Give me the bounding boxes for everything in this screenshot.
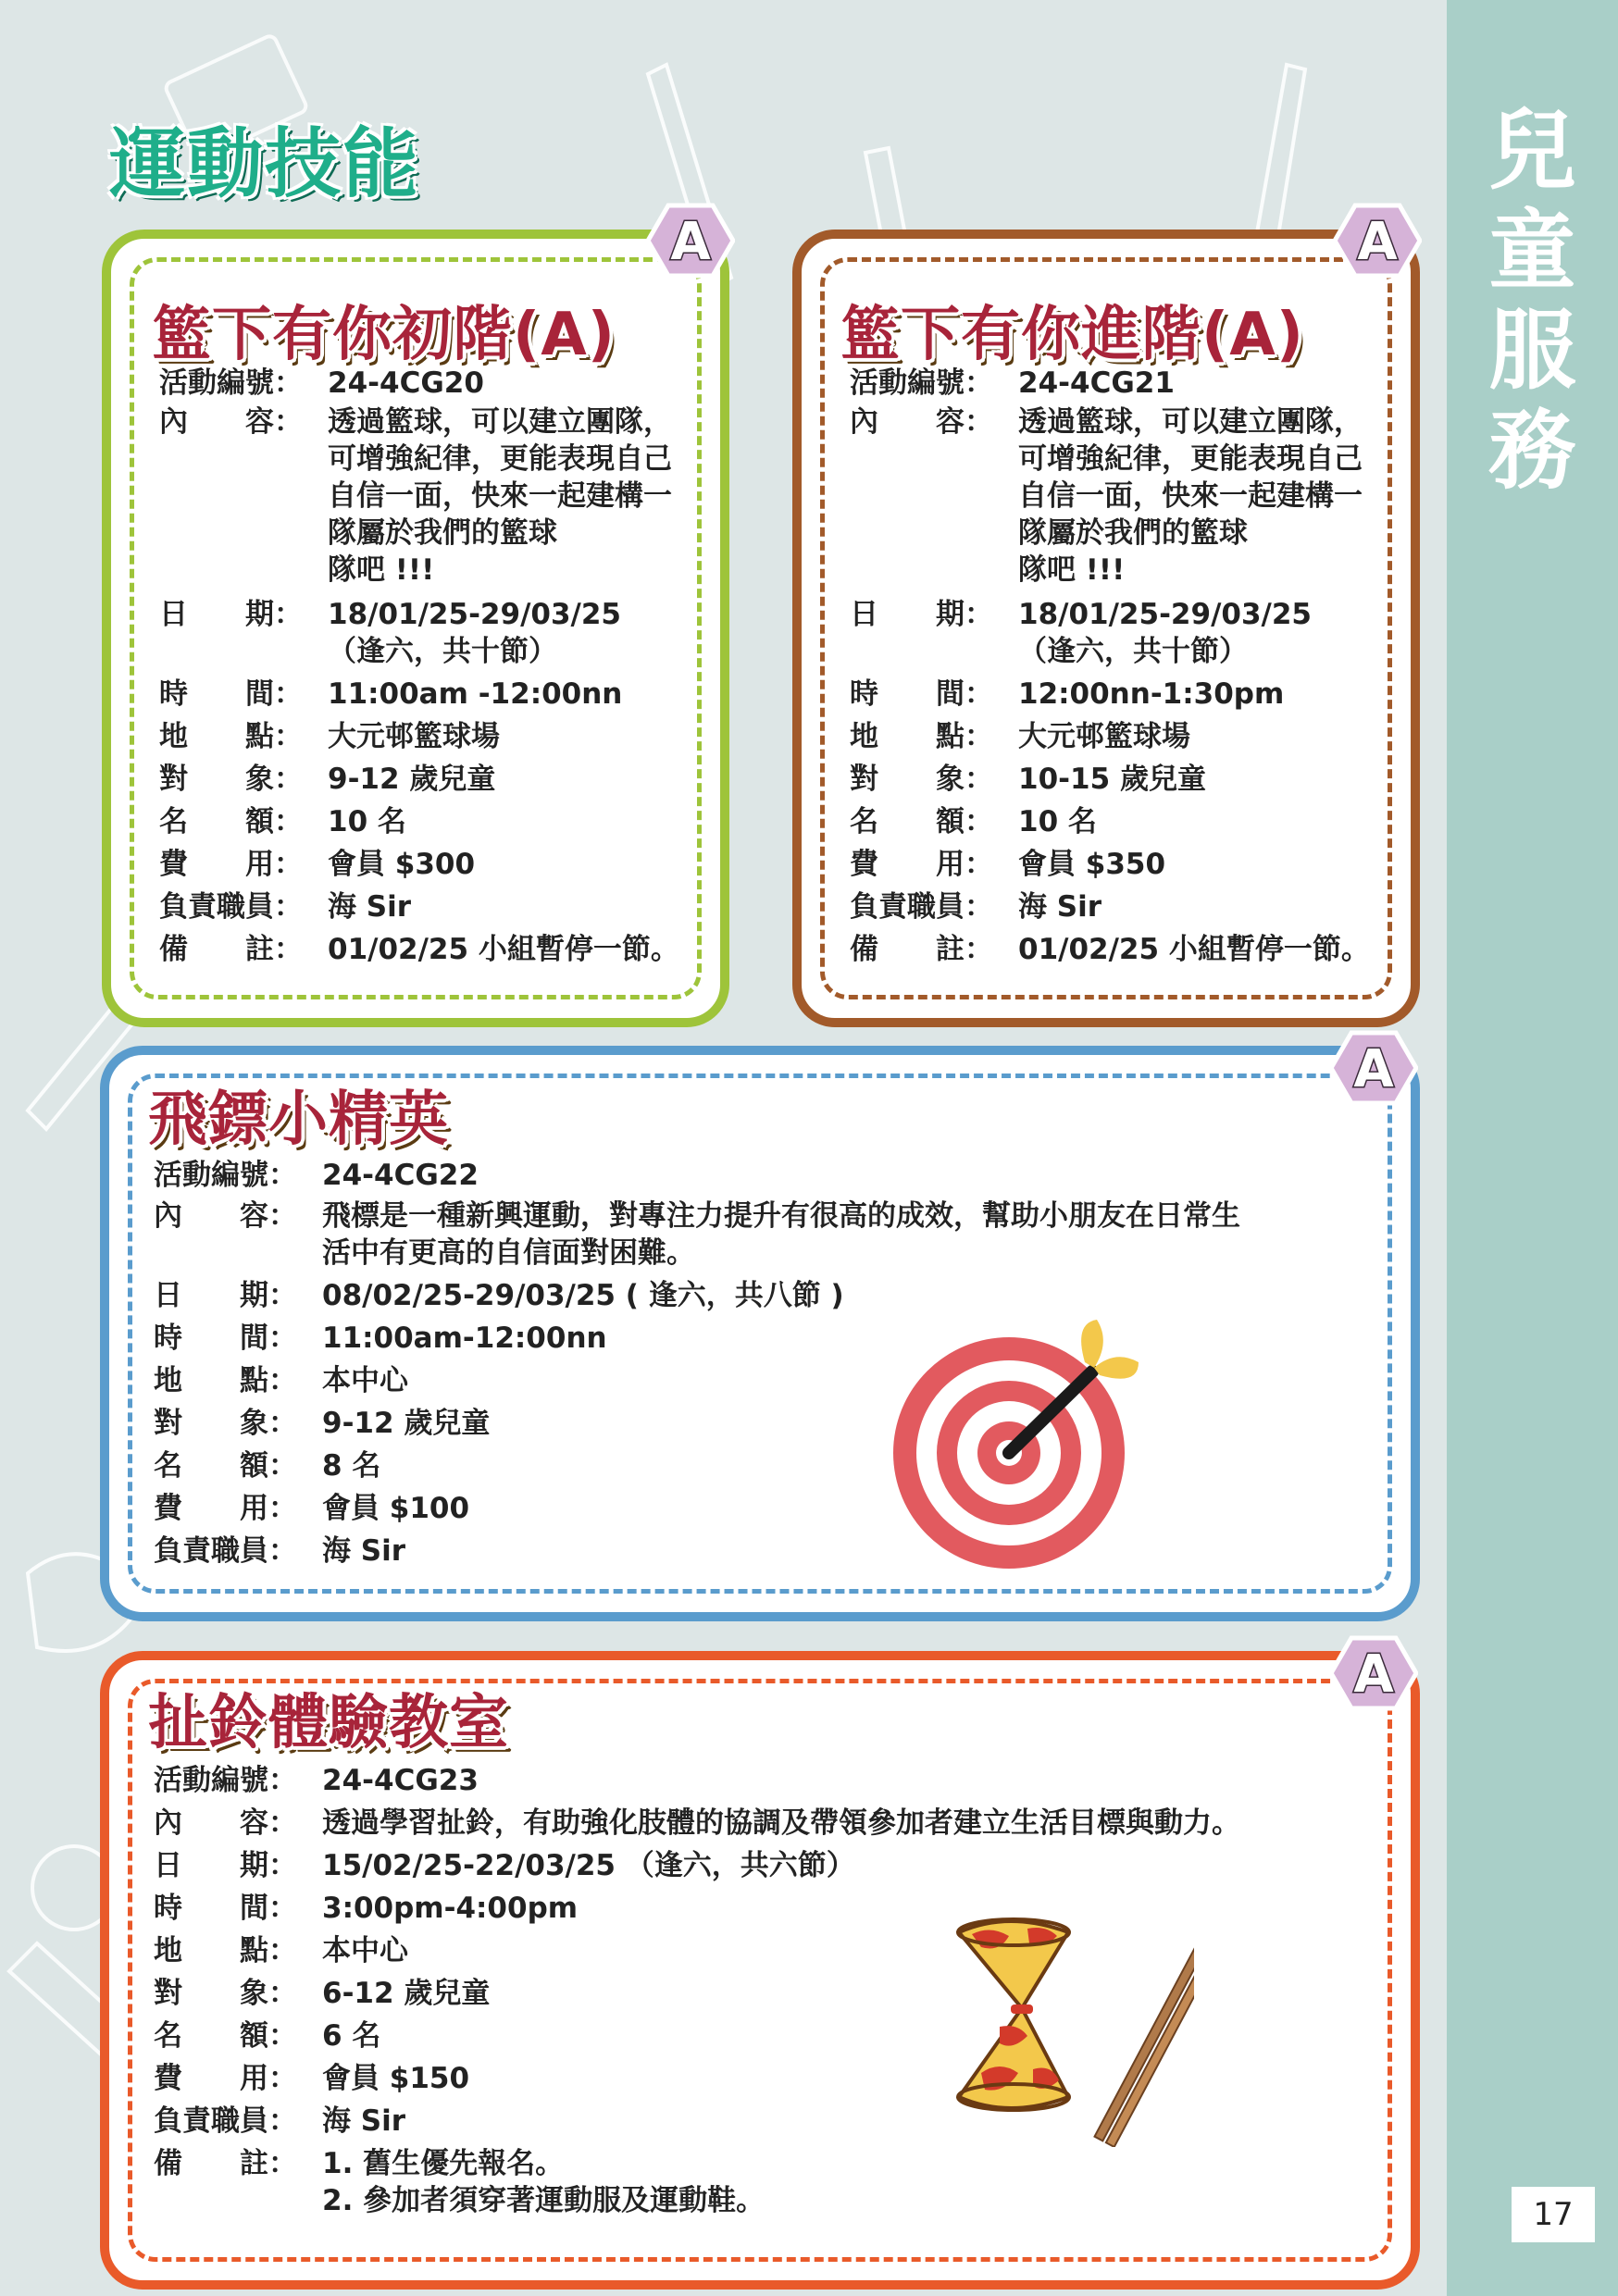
value-content: 透過學習扯鈴，有助強化肢體的協調及帶領參加者建立生活目標與動力。	[322, 1806, 1240, 1840]
label-content: 內 容：	[154, 1806, 297, 1840]
sidebar-title-char: 務	[1488, 401, 1576, 502]
value-content-line: 可增強紀律，更能表現自己	[328, 442, 672, 476]
label-date: 日 期：	[154, 1279, 297, 1312]
value-venue: 本中心	[322, 1364, 408, 1397]
value-venue: 大元邨籃球場	[328, 720, 500, 753]
badge-letter: A	[1357, 212, 1398, 272]
value-target: 9-12 歲兒童	[322, 1407, 491, 1440]
label-remark: 備 註：	[154, 2147, 297, 2180]
label-staff: 負責職員：	[850, 890, 993, 924]
sidebar-title-char	[1447, 102, 1618, 502]
label-code: 活動編號：	[154, 1764, 297, 1797]
value-code: 24-4CG22	[322, 1159, 479, 1192]
label-target: 對 象：	[154, 1977, 297, 2010]
value-time: 3:00pm-4:00pm	[322, 1892, 579, 1925]
value-fee: 會員 $100	[322, 1492, 470, 1525]
value-code: 24-4CG23	[322, 1764, 479, 1797]
label-venue: 地 點：	[154, 1364, 297, 1397]
value-quota: 10 名	[1018, 805, 1097, 838]
value-content-line: 隊吧 !!!	[328, 553, 435, 587]
label-fee: 費 用：	[850, 848, 993, 881]
value-content-line: 自信一面，快來一起建構一	[1018, 479, 1363, 513]
value-staff: 海 Sir	[1018, 890, 1102, 924]
label-quota: 名 額：	[159, 805, 303, 838]
dartboard-icon	[889, 1314, 1148, 1573]
label-date: 日 期：	[154, 1849, 297, 1882]
label-content: 內 容：	[850, 405, 993, 439]
value-content-line: 活中有更高的自信面對困難。	[322, 1236, 695, 1270]
value-venue: 大元邨籃球場	[1018, 720, 1190, 753]
value-content-line: 隊屬於我們的籃球	[328, 516, 557, 550]
value-remark: 01/02/25 小組暫停一節。	[328, 933, 679, 966]
sidebar-title-char: 兒	[1488, 101, 1576, 202]
label-staff: 負責職員：	[154, 1534, 297, 1568]
card-title: 籃下有你初階(A)	[152, 301, 616, 369]
value-content-line: 透過籃球，可以建立團隊，	[1018, 405, 1363, 439]
value-time: 12:00nn-1:30pm	[1018, 677, 1285, 711]
value-code: 24-4CG21	[1018, 366, 1175, 400]
label-code: 活動編號：	[159, 366, 303, 400]
label-time: 時 間：	[154, 1892, 297, 1925]
badge-a-icon	[1329, 1634, 1418, 1712]
value-quota: 6 名	[322, 2019, 381, 2053]
badge-letter: A	[670, 212, 711, 272]
label-venue: 地 點：	[850, 720, 993, 753]
value-remark-line: 1. 舊生優先報名。	[322, 2147, 565, 2180]
value-quota: 8 名	[322, 1449, 381, 1483]
value-time: 11:00am -12:00nn	[328, 677, 623, 711]
card-title: 扯鈴體驗教室	[148, 1689, 509, 1757]
value-fee: 會員 $150	[322, 2062, 470, 2095]
value-fee: 會員 $300	[328, 848, 476, 881]
label-target: 對 象：	[154, 1407, 297, 1440]
label-quota: 名 額：	[154, 2019, 297, 2053]
sidebar-title	[1447, 102, 1618, 502]
label-content: 內 容：	[159, 405, 303, 439]
label-target: 對 象：	[850, 763, 993, 796]
dashed-frame	[128, 1679, 1392, 2262]
card-title: 飛鏢小精英	[148, 1086, 449, 1154]
value-fee: 會員 $350	[1018, 848, 1166, 881]
diabolo-icon	[953, 1888, 1194, 2147]
label-staff: 負責職員：	[154, 2104, 297, 2138]
label-venue: 地 點：	[154, 1934, 297, 1967]
badge-letter: A	[1353, 1039, 1394, 1099]
section-title: 運動技能	[109, 120, 421, 208]
value-time: 11:00am-12:00nn	[322, 1322, 607, 1355]
label-fee: 費 用：	[159, 848, 303, 881]
value-target: 6-12 歲兒童	[322, 1977, 491, 2010]
value-date: 18/01/25-29/03/25	[1018, 598, 1312, 631]
value-date: 15/02/25-22/03/25 （逢六，共六節）	[322, 1849, 855, 1882]
value-date-note: （逢六，共十節）	[1018, 635, 1248, 668]
label-quota: 名 額：	[154, 1449, 297, 1483]
value-staff: 海 Sir	[322, 1534, 406, 1568]
label-time: 時 間：	[850, 677, 993, 711]
label-code: 活動編號：	[850, 366, 993, 400]
value-quota: 10 名	[328, 805, 406, 838]
value-remark: 01/02/25 小組暫停一節。	[1018, 933, 1370, 966]
label-remark: 備 註：	[159, 933, 303, 966]
value-content-line: 隊吧 !!!	[1018, 553, 1126, 587]
label-quota: 名 額：	[850, 805, 993, 838]
value-remark-line: 2. 參加者須穿著運動服及運動鞋。	[322, 2184, 765, 2217]
badge-a-icon	[646, 202, 735, 279]
value-code: 24-4CG20	[328, 366, 484, 400]
label-date: 日 期：	[159, 598, 303, 631]
value-content-line: 隊屬於我們的籃球	[1018, 516, 1248, 550]
value-staff: 海 Sir	[322, 2104, 406, 2138]
value-date: 08/02/25-29/03/25 ( 逢六，共八節 )	[322, 1279, 844, 1312]
label-venue: 地 點：	[159, 720, 303, 753]
sidebar-title-char: 服	[1488, 301, 1576, 402]
value-content-line: 可增強紀律，更能表現自己	[1018, 442, 1363, 476]
label-date: 日 期：	[850, 598, 993, 631]
value-venue: 本中心	[322, 1934, 408, 1967]
page-number: 17	[1512, 2187, 1595, 2242]
card-title: 籃下有你進階(A)	[840, 301, 1305, 369]
value-date-note: （逢六，共十節）	[328, 635, 557, 668]
label-time: 時 間：	[159, 677, 303, 711]
label-target: 對 象：	[159, 763, 303, 796]
badge-letter: A	[1353, 1644, 1394, 1705]
value-date: 18/01/25-29/03/25	[328, 598, 621, 631]
label-remark: 備 註：	[850, 933, 993, 966]
value-content-line: 透過籃球，可以建立團隊，	[328, 405, 672, 439]
label-code: 活動編號：	[154, 1159, 297, 1192]
badge-a-icon	[1329, 1029, 1418, 1107]
value-staff: 海 Sir	[328, 890, 412, 924]
label-fee: 費 用：	[154, 1492, 297, 1525]
label-content: 內 容：	[154, 1199, 297, 1233]
sidebar	[1447, 0, 1618, 2296]
value-target: 9-12 歲兒童	[328, 763, 496, 796]
value-content-line: 飛標是一種新興運動，對專注力提升有很高的成效，幫助小朋友在日常生	[322, 1199, 1240, 1233]
label-fee: 費 用：	[154, 2062, 297, 2095]
label-staff: 負責職員：	[159, 890, 303, 924]
badge-a-icon	[1333, 202, 1422, 279]
value-target: 10-15 歲兒童	[1018, 763, 1206, 796]
label-time: 時 間：	[154, 1322, 297, 1355]
sidebar-title-char: 童	[1488, 201, 1576, 302]
value-content-line: 自信一面，快來一起建構一	[328, 479, 672, 513]
